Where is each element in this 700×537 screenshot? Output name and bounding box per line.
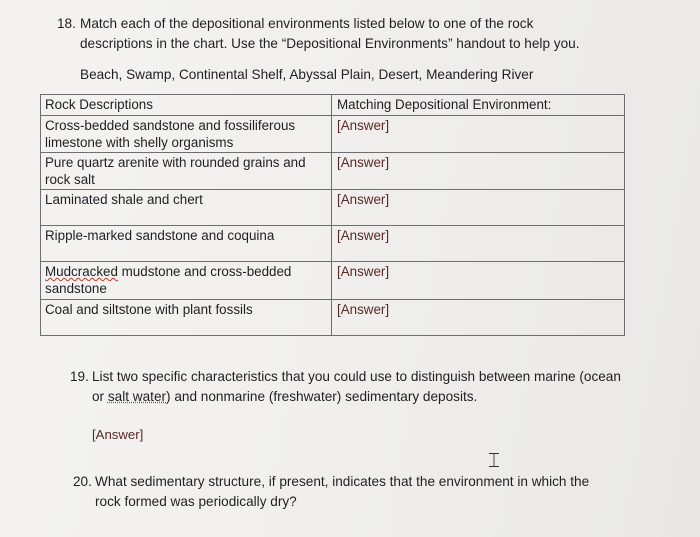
answer-cell[interactable] xyxy=(332,116,625,153)
question-18-number: 18. xyxy=(57,16,76,31)
question-20-text-1: What sedimentary structure, if present, indicates that the environment in which the xyxy=(95,474,590,489)
answer-field[interactable]: [Answer] xyxy=(337,302,390,317)
answer-cell[interactable] xyxy=(332,226,625,262)
question-19-line1 xyxy=(70,367,640,387)
rock-description-line: Cross-bedded sandstone and fossiliferous xyxy=(45,118,296,133)
question-19-text-1: List two specific characteristics that you could use to distinguish between marine (ocean xyxy=(92,369,621,384)
table-row xyxy=(41,153,625,190)
rock-description-text: mudstone and cross-bedded xyxy=(117,264,292,279)
rock-description-line: Ripple-marked sandstone and coquina xyxy=(45,228,275,243)
question-19-text-2a: or xyxy=(92,389,108,404)
question-19-number: 19. xyxy=(70,369,89,384)
question-19-text-2b: ) and nonmarine (freshwater) sedimentary deposits. xyxy=(166,389,478,404)
rock-description-line xyxy=(45,263,327,280)
header-rock-descriptions: Rock Descriptions xyxy=(41,95,332,116)
answer-field[interactable]: [Answer] xyxy=(337,192,390,207)
question-19-answer-field[interactable]: [Answer] xyxy=(92,427,144,442)
table-row xyxy=(41,226,625,262)
rock-description-cell xyxy=(41,153,332,190)
answer-field[interactable]: [Answer] xyxy=(337,264,390,279)
table-row xyxy=(41,116,625,153)
rock-description-cell xyxy=(41,226,332,262)
rock-description-line: rock salt xyxy=(45,172,95,187)
header-depositional-environment: Matching Depositional Environment: xyxy=(332,95,625,116)
misspelled-word[interactable]: Mudcracked xyxy=(45,264,118,279)
rock-description-line: sandstone xyxy=(45,281,107,296)
question-19 xyxy=(70,367,640,407)
question-20-number: 20. xyxy=(73,474,92,489)
rock-description-cell xyxy=(41,300,332,336)
rock-description-line: limestone with shelly organisms xyxy=(45,135,234,150)
rock-description-line: Pure quartz arenite with rounded grains and xyxy=(45,155,306,170)
question-19-line2 xyxy=(70,387,640,407)
rock-description-cell xyxy=(41,116,332,153)
rock-description-cell xyxy=(41,190,332,226)
matching-table xyxy=(40,94,625,336)
text-cursor-icon: ⌶ xyxy=(488,448,500,472)
answer-cell[interactable] xyxy=(332,300,625,336)
question-20-line1 xyxy=(73,472,633,492)
grammar-flagged-phrase[interactable]: salt water xyxy=(107,389,167,404)
environment-choices: Beach, Swamp, Continental Shelf, Abyssal Plain, Desert, Meandering River xyxy=(80,67,534,82)
rock-description-line: Coal and siltstone with plant fossils xyxy=(45,302,253,317)
table-row xyxy=(41,300,625,336)
rock-description-cell xyxy=(41,262,332,300)
answer-field[interactable]: [Answer] xyxy=(337,228,390,243)
table-row xyxy=(41,190,625,226)
answer-field[interactable]: [Answer] xyxy=(337,155,390,170)
answer-cell[interactable] xyxy=(332,262,625,300)
answer-cell[interactable] xyxy=(332,190,625,226)
question-18 xyxy=(57,14,617,54)
table-header-row xyxy=(41,95,625,116)
table-row xyxy=(41,262,625,300)
question-20-text-2: rock formed was periodically dry? xyxy=(95,494,297,509)
rock-description-line: Laminated shale and chert xyxy=(45,192,203,207)
question-18-line1 xyxy=(57,14,617,34)
question-18-text-1: Match each of the depositional environments listed below to one of the rock xyxy=(80,16,534,31)
answer-field[interactable]: [Answer] xyxy=(337,118,390,133)
question-20 xyxy=(73,472,633,512)
question-18-text-2: descriptions in the chart. Use the “Depositional Environments” handout to help you. xyxy=(80,36,580,51)
answer-cell[interactable] xyxy=(332,153,625,190)
